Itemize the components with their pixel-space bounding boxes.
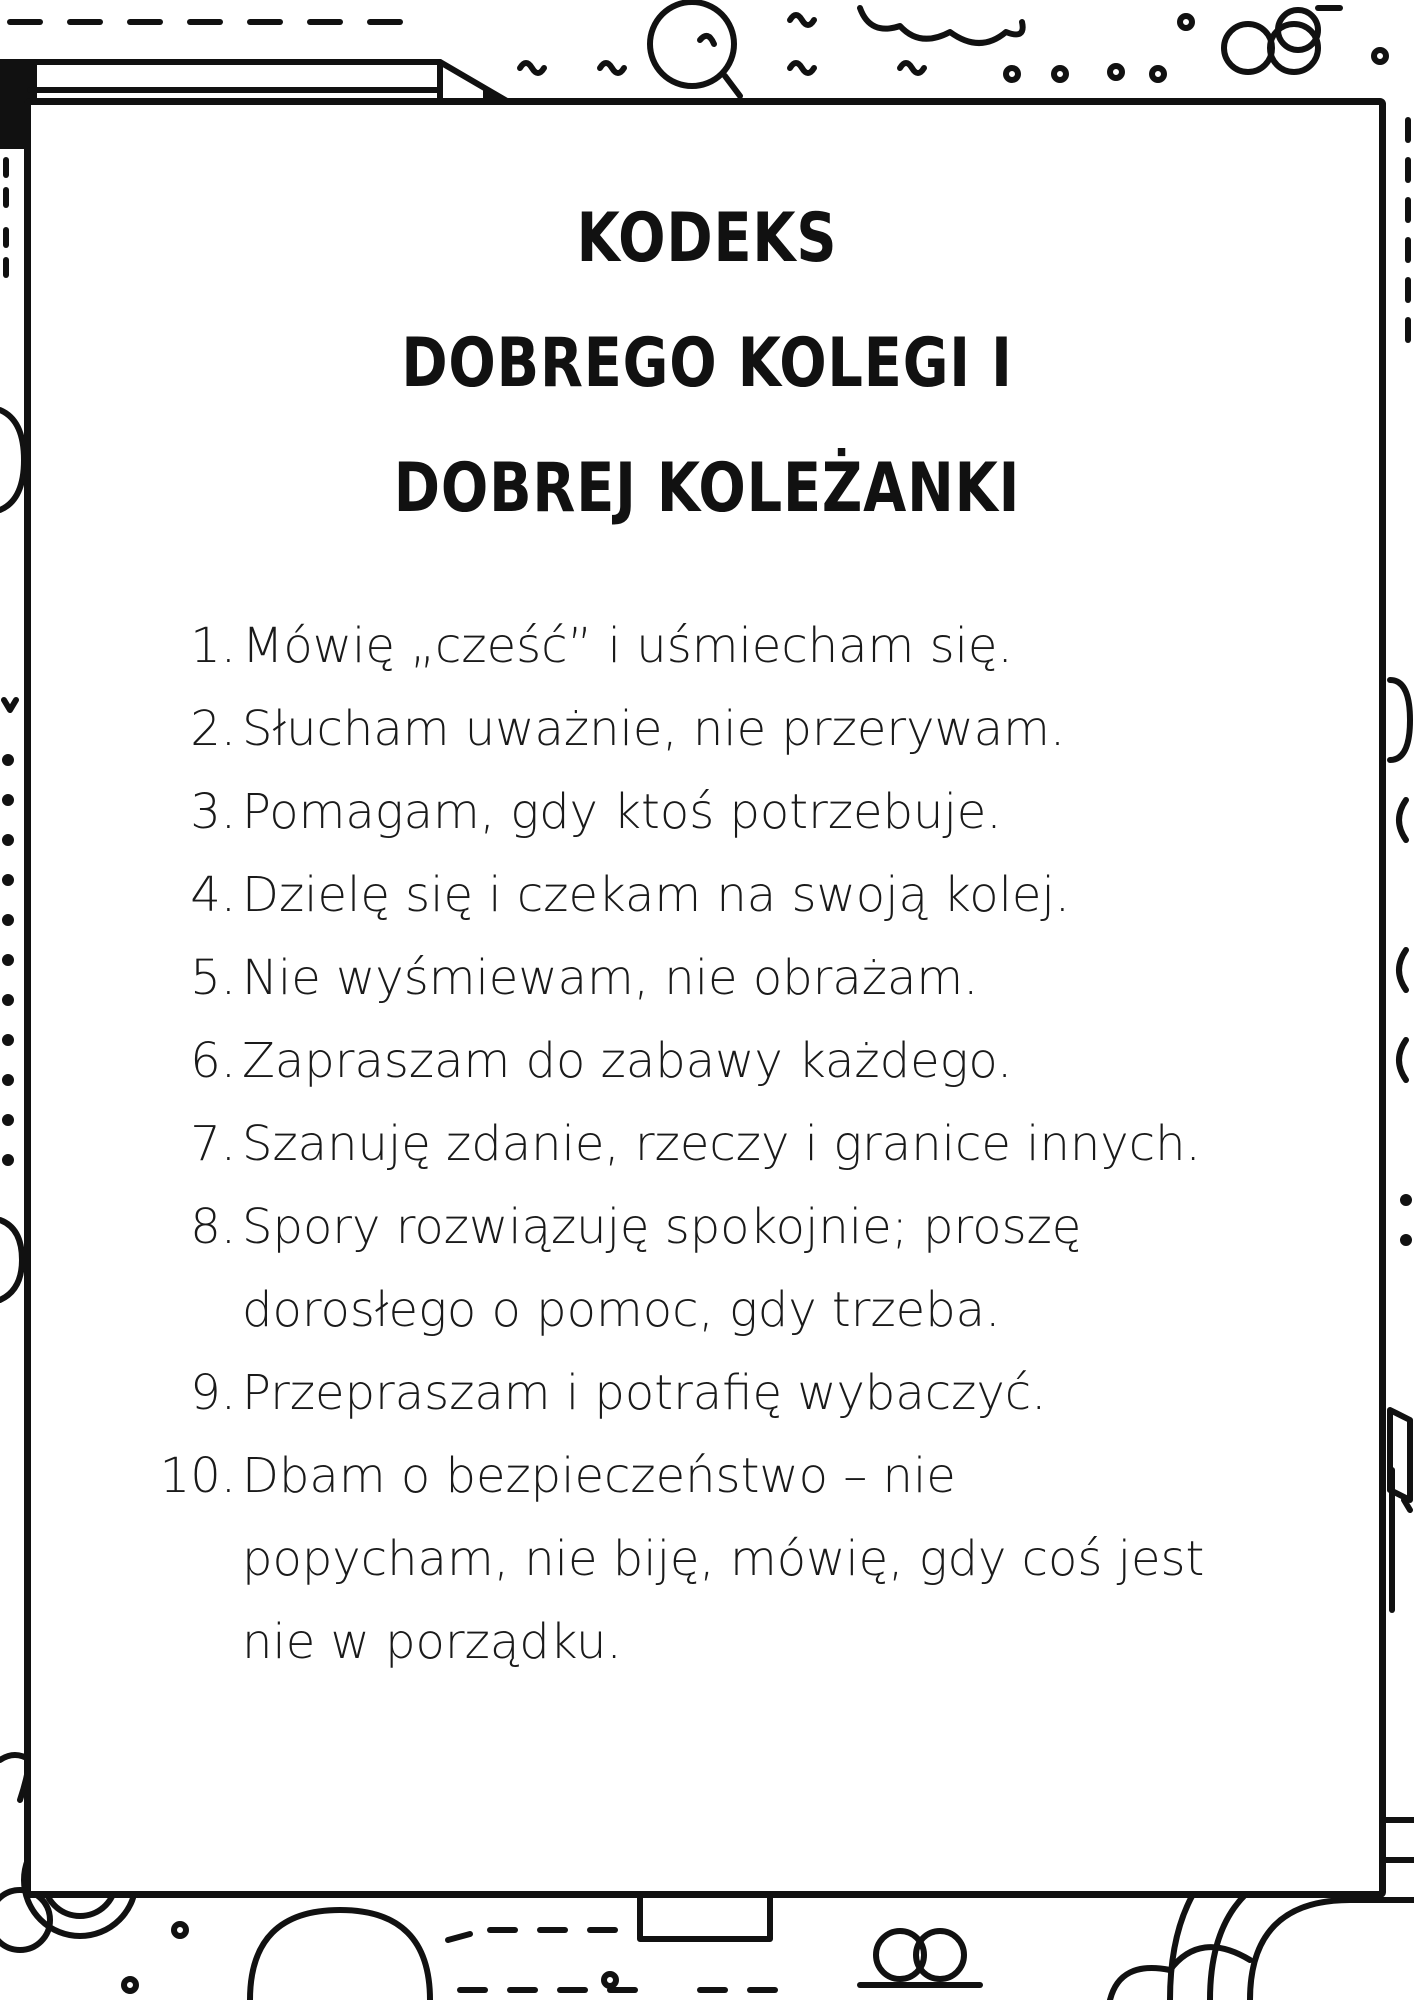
rule-text: Zapraszam do zabawy każdego.	[242, 1033, 1013, 1089]
bottom-paperclip-icon	[860, 1931, 980, 1985]
rule-text: Szanuję zdanie, rzeczy i granice innych.	[242, 1116, 1201, 1172]
title-line-3: DOBREJ KOLEŻANKI	[393, 449, 1021, 528]
rule-item	[166, 1103, 1226, 1186]
rule-text: Dzielę się i czekam na swoją kolej.	[242, 867, 1071, 923]
rule-number: 6.	[190, 1033, 236, 1089]
magnifier-icon	[650, 2, 740, 96]
cloud-icon	[860, 8, 1023, 43]
rule-number: 3.	[190, 784, 236, 840]
rule-text: Dbam o bezpieczeństwo – nie popycham, nie biję, mówię, gdy coś jest nie w porządku.	[242, 1448, 1205, 1670]
rule-text: Mówię „cześć” i uśmiecham się.	[242, 618, 1013, 674]
rule-item	[166, 937, 1226, 1020]
rule-number: 1.	[190, 618, 236, 674]
rule-item	[166, 688, 1226, 771]
rule-item	[166, 1186, 1226, 1352]
rule-number: 5.	[190, 950, 236, 1006]
rule-text: Słucham uważnie, nie przerywam.	[242, 701, 1066, 757]
rule-item	[166, 1020, 1226, 1103]
right-side-dots	[1390, 120, 1410, 1610]
rules-list	[159, 605, 1226, 1684]
title-line-2: DOBREGO KOLEGI I	[401, 324, 1013, 403]
rule-number: 8.	[190, 1199, 236, 1255]
rule-text: Pomagam, gdy ktoś potrzebuje.	[242, 784, 1002, 840]
rule-number: 2.	[190, 701, 236, 757]
rule-item	[166, 605, 1226, 688]
top-squiggles	[520, 15, 924, 73]
bottom-dots	[124, 1924, 616, 1991]
rule-number: 7.	[190, 1116, 236, 1172]
rule-item	[166, 771, 1226, 854]
pencil-piece-icon	[640, 1895, 770, 1939]
rule-text: Nie wyśmiewam, nie obrażam.	[242, 950, 979, 1006]
rule-number: 4.	[190, 867, 236, 923]
top-dots	[1006, 16, 1386, 80]
paperclip-icon	[1224, 8, 1340, 72]
title-line-1: KODEKS	[576, 199, 838, 278]
rule-item	[166, 1352, 1226, 1435]
rule-number: 10.	[159, 1448, 236, 1504]
rule-item	[159, 1435, 1226, 1684]
rule-number: 9.	[190, 1365, 236, 1421]
rule-text: Przepraszam i potrafię wybaczyć.	[242, 1365, 1047, 1421]
left-side-dots	[0, 160, 24, 1300]
rule-item	[166, 854, 1226, 937]
rule-text: Spory rozwiązuję spokojnie; proszę dorosłego o pomoc, gdy trzeba.	[242, 1199, 1082, 1338]
